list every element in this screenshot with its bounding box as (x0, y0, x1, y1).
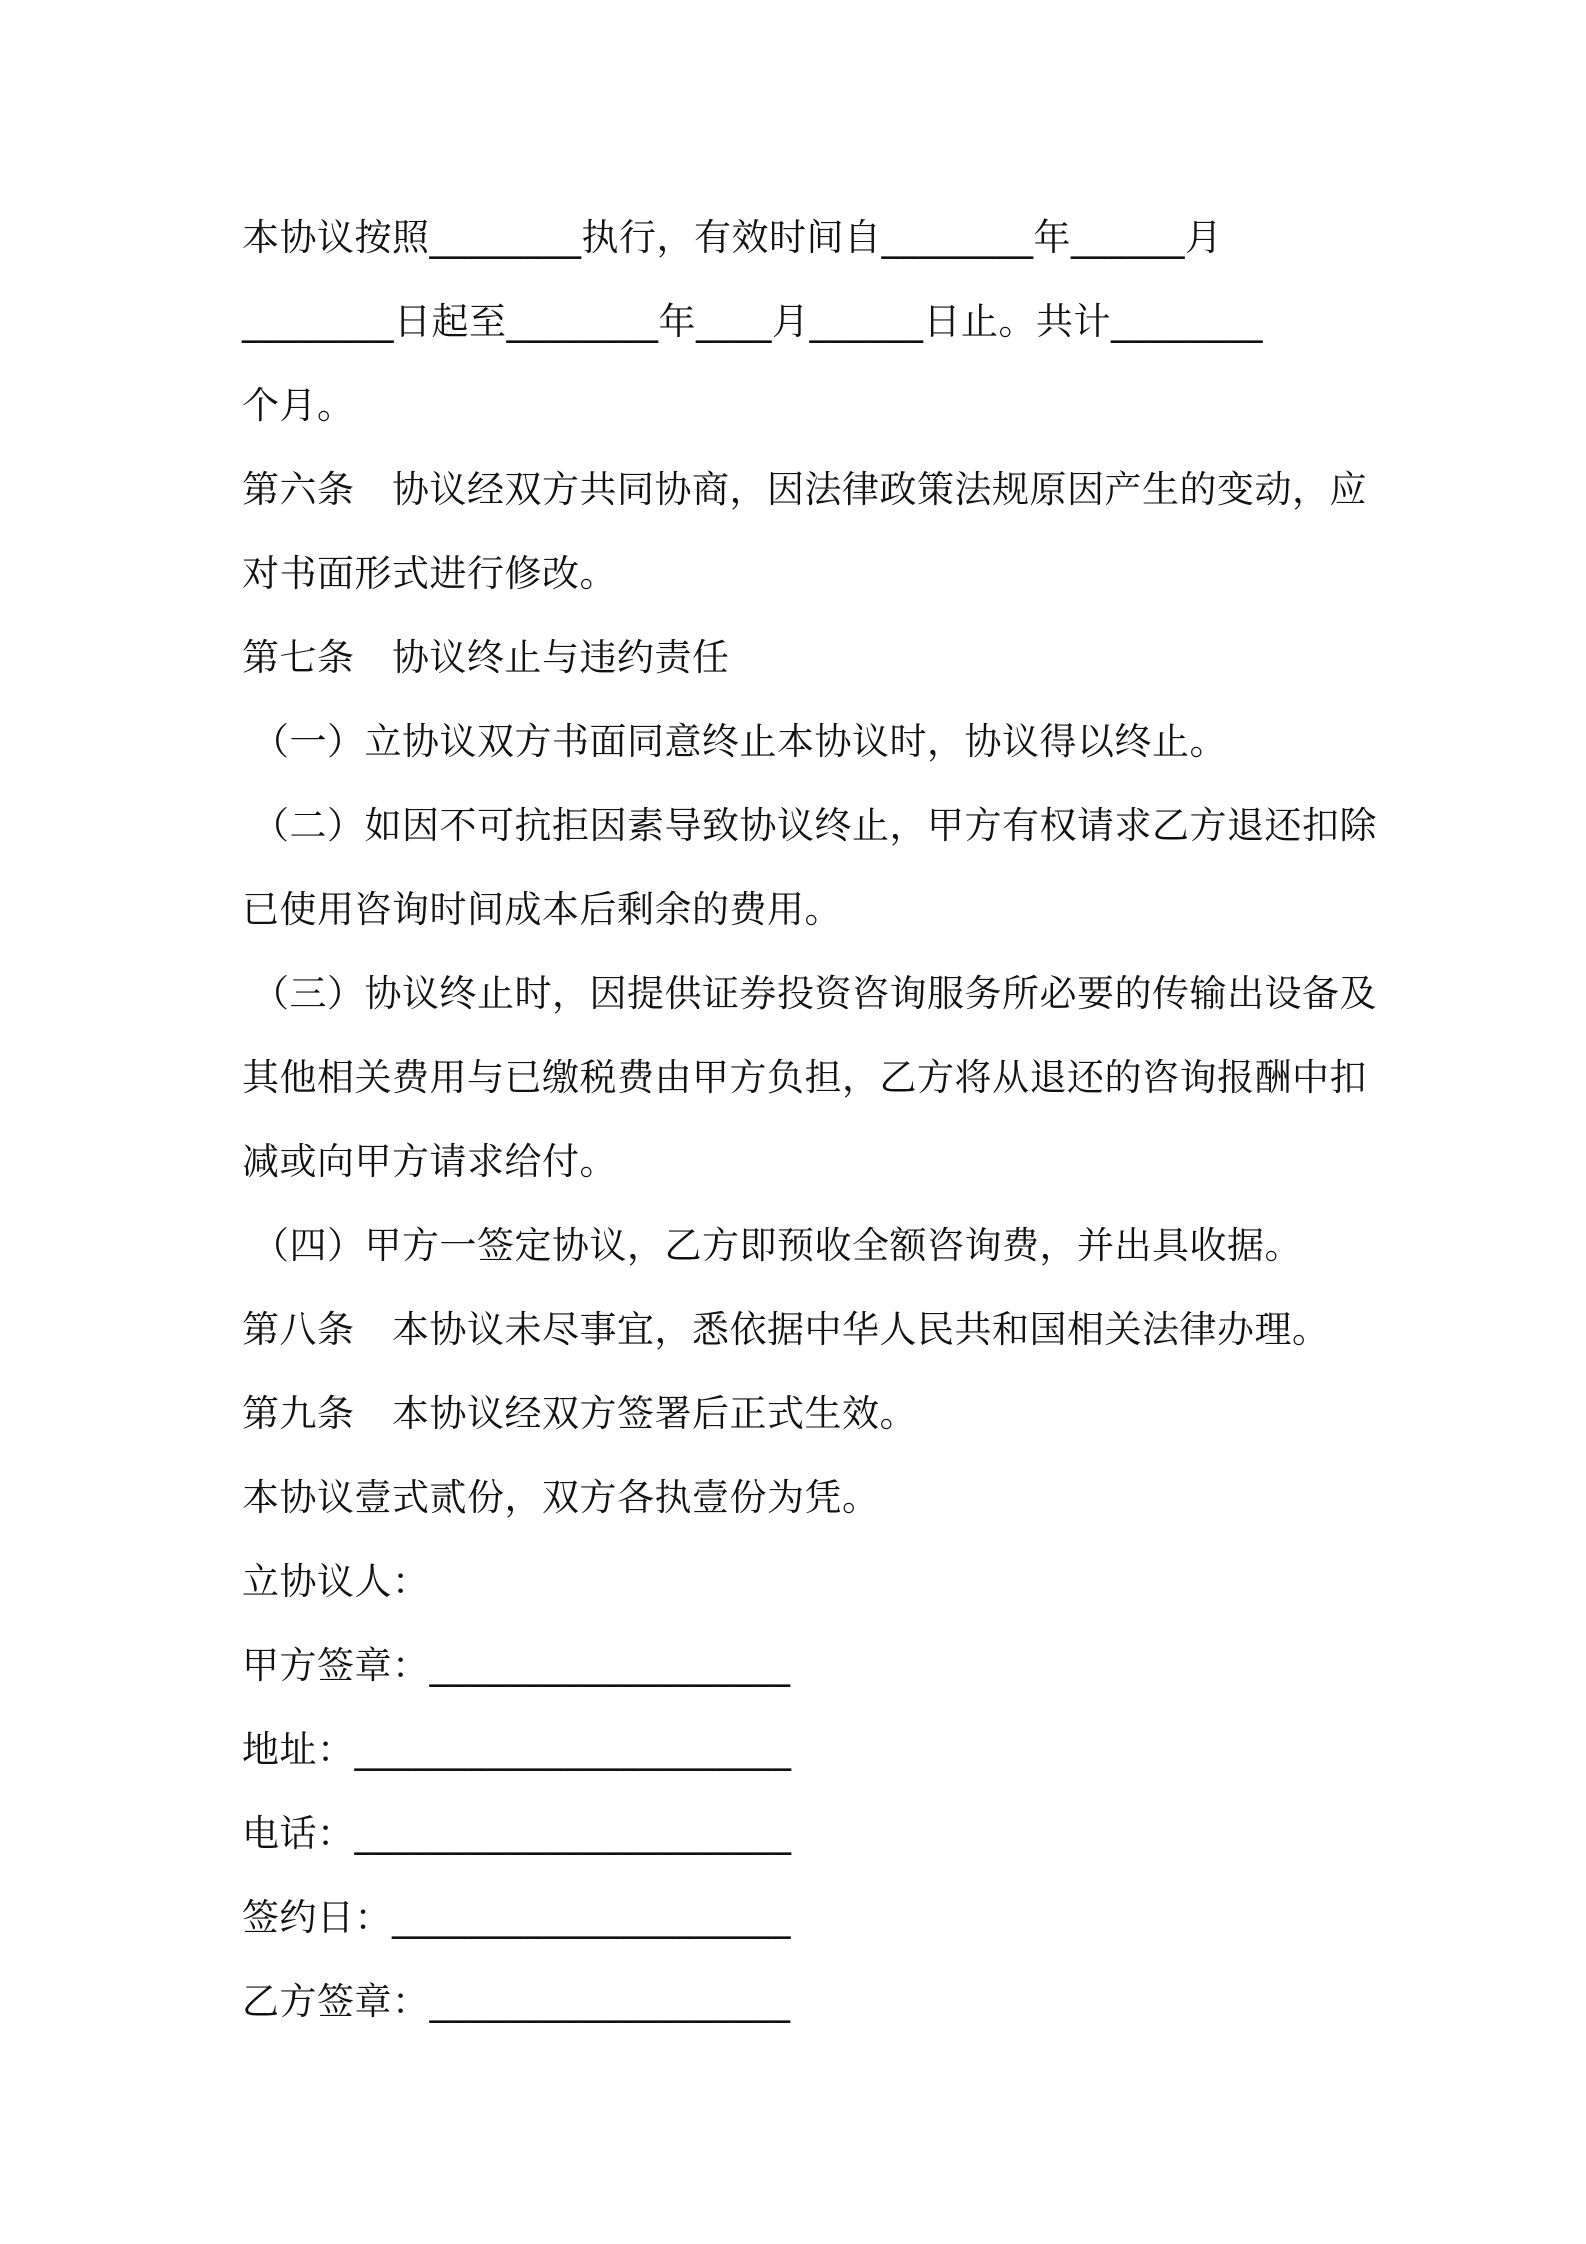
article-9: 第九条 本协议经双方签署后正式生效。 (242, 1392, 917, 1435)
article-6-line-2: 对书面形式进行修改。 (242, 552, 617, 595)
signatories-label: 立协议人： (242, 1560, 430, 1603)
article-7-clause-1: （一）立协议双方书面同意终止本协议时，协议得以终止。 (252, 720, 1227, 763)
phone-field: 电话：_______________________ (242, 1812, 792, 1855)
article-7-clause-3-line-2: 其他相关费用与已缴税费由甲方负担，乙方将从退还的咨询报酬中扣 (242, 1056, 1367, 1099)
article-7-clause-3-line-3: 减或向甲方请求给付。 (242, 1140, 617, 1183)
article-7-clause-2-line-1: （二）如因不可抗拒因素导致协议终止，甲方有权请求乙方退还扣除 (252, 804, 1377, 847)
article-7-heading: 第七条 协议终止与违约责任 (242, 636, 730, 679)
signing-date-field: 签约日：_____________________ (242, 1896, 791, 1939)
term-period-line-2: ________日起至________年____月______日止。共计________ (242, 300, 1263, 343)
copies-statement: 本协议壹式贰份，双方各执壹份为凭。 (242, 1476, 880, 1519)
article-6-line-1: 第六条 协议经双方共同协商，因法律政策法规原因产生的变动，应 (242, 468, 1367, 511)
article-8: 第八条 本协议未尽事宜，悉依据中华人民共和国相关法律办理。 (242, 1308, 1330, 1351)
document-body (242, 196, 1377, 2044)
party-b-signature-field: 乙方签章：___________________ (242, 1980, 791, 2023)
article-7-clause-4: （四）甲方一签定协议，乙方即预收全额咨询费，并出具收据。 (252, 1224, 1302, 1267)
address-field: 地址：_______________________ (242, 1728, 792, 1771)
term-period-line-1: 本协议按照________执行，有效时间自________年______月 (242, 216, 1223, 259)
term-period-line-3: 个月。 (242, 384, 355, 427)
article-7-clause-2-line-2: 已使用咨询时间成本后剩余的费用。 (242, 888, 842, 931)
article-7-clause-3-line-1: （三）协议终止时，因提供证券投资咨询服务所必要的传输出设备及 (252, 972, 1377, 1015)
party-a-signature-field: 甲方签章：___________________ (242, 1644, 791, 1687)
